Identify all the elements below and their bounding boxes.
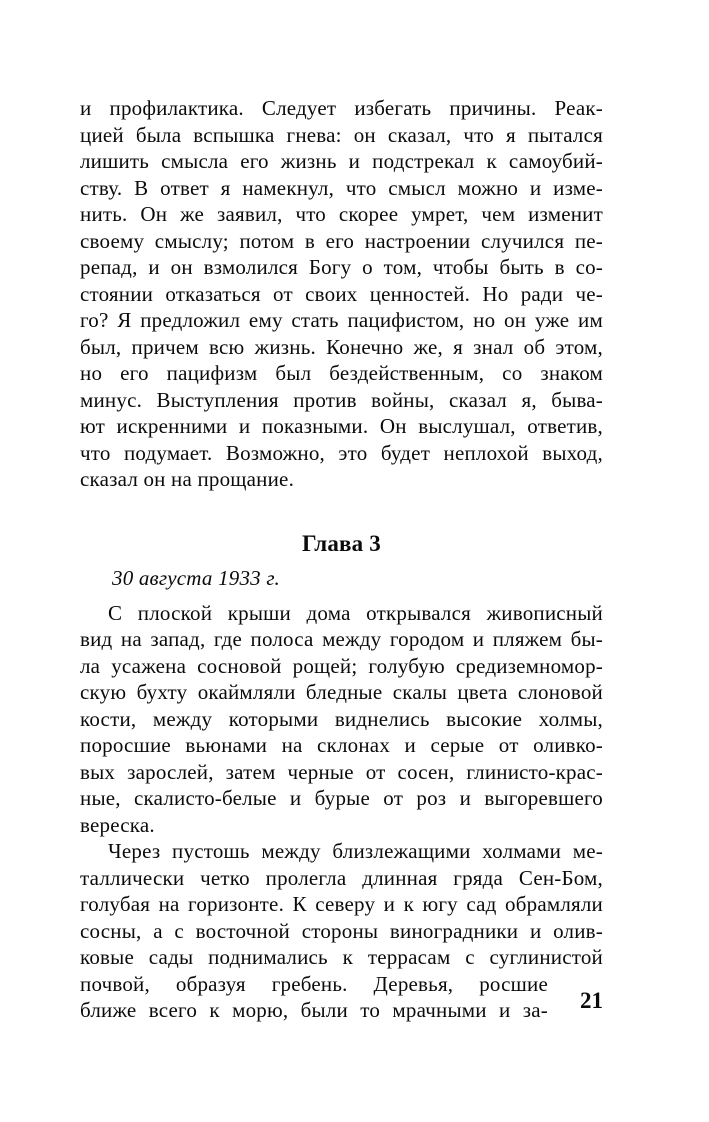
text-line: репад, и он взмолился Богу о том, чтобы быть в со- (80, 255, 603, 279)
text-line: был, причем всю жизнь. Конечно же, я знал об этом, (80, 334, 603, 359)
text-line: лишить смысла его жизнь и подстрекал к самоубий- (80, 149, 603, 173)
chapter-heading: Глава 3 (301, 530, 381, 556)
text-line: стоянии отказаться от своих ценностей. Но ради че- (80, 281, 603, 306)
text-line: вереска. (80, 812, 155, 837)
text-line: го? Я предложил ему стать пацифистом, но он уже им (80, 308, 603, 332)
text-line: С плоской крыши дома открывался живописный (108, 600, 603, 625)
text-line: поросшие вьюнами на склонах и серые от оливко- (80, 733, 603, 757)
text-line: ковые сады поднимались к террасам с суглинистой (80, 945, 603, 969)
text-line: кости, между которыми виднелись высокие холмы, (80, 706, 603, 731)
text-line: таллически четко пролегла длинная гряда Сен-Бом, (80, 865, 603, 890)
paragraph-2 (80, 600, 603, 839)
text-line: сказал он на прощание. (80, 467, 295, 491)
text-line: минус. Выступления против войны, сказал я, быва- (80, 387, 603, 412)
text-line: вых зарослей, затем черные от сосен, глинисто-крас- (80, 759, 603, 784)
text-line: своему смыслу; потом в его настроении случился пе- (80, 228, 603, 253)
text-line: скую бухту окаймляли бледные скалы цвета слоновой (80, 680, 603, 704)
text-line: ла усажена сосновой рощей; голубую средиземномор- (80, 653, 603, 678)
text-line: Через пустошь между близлежащими холмами ме- (108, 839, 603, 863)
text-line: вид на запад, где полоса между городом и пляжем бы- (80, 627, 603, 651)
page-number: 21 (580, 988, 603, 1013)
text-line: ные, скалисто-белые и бурые от роз и выгоревшего (80, 786, 603, 810)
text-line: голубая на горизонте. К северу и к югу сад обрамляли (80, 892, 603, 916)
paragraph-3-continued (80, 971, 548, 1024)
text-line: почвой, образуя гребень. Деревья, росшие (80, 971, 548, 996)
paragraph-1 (80, 95, 603, 493)
text-block (80, 95, 603, 1024)
text-line: ближе всего к морю, были то мрачными и за- (80, 998, 548, 1022)
paragraph-3 (80, 838, 603, 971)
chapter-date: 30 августа 1933 г. (112, 565, 280, 590)
text-line: что подумает. Возможно, это будет неплохой выход, (80, 440, 603, 465)
text-line: нить. Он же заявил, что скорее умрет, чем изменит (80, 202, 603, 226)
text-line: и профилактика. Следует избегать причины. Реак- (80, 96, 603, 120)
text-line: сосны, а с восточной стороны виноградники и олив- (80, 918, 603, 943)
text-line: ют искренними и показными. Он выслушал, ответив, (80, 414, 603, 438)
text-line: цией была вспышка гнева: он сказал, что я пытался (80, 122, 603, 147)
text-line: ству. В ответ я намекнул, что смысл можно и изме- (80, 175, 603, 200)
text-line: но его пацифизм был бездейственным, со знаком (80, 361, 603, 385)
